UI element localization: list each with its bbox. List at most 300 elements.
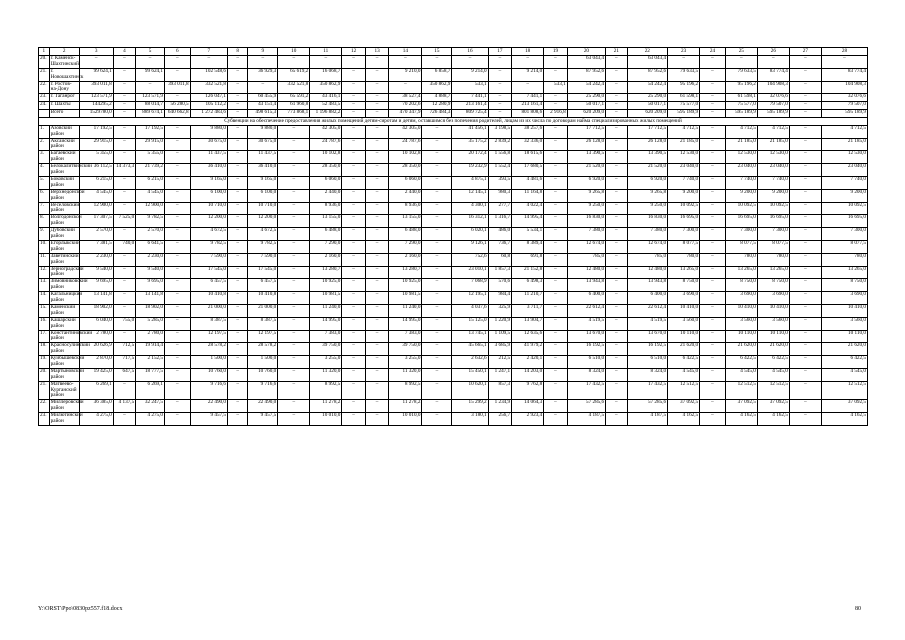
value-cell: – — [422, 381, 452, 399]
value-cell: 1 500,0 — [190, 356, 227, 369]
value-cell: 3 560,0 — [821, 317, 867, 330]
value-cell: 37 092,5 — [821, 400, 867, 413]
value-cell: – — [165, 94, 191, 102]
value-cell: – — [228, 81, 248, 94]
value-cell: – — [365, 266, 389, 279]
value-cell: – — [165, 292, 191, 305]
value-cell: 6 457,5 — [190, 279, 227, 292]
value-cell: 12 900,0 — [79, 202, 113, 215]
row-name-cell: Дубовский район — [49, 228, 79, 241]
column-number-cell: 1 — [39, 48, 50, 56]
value-cell: 8 387,5 — [248, 317, 278, 330]
value-cell: – — [365, 56, 389, 69]
value-cell: – — [365, 381, 389, 399]
value-cell: – — [544, 125, 568, 138]
column-number-cell: 27 — [789, 48, 821, 56]
value-cell: – — [165, 330, 191, 343]
value-cell: 4 888,7 — [422, 94, 452, 102]
value-cell: 10 981,5 — [310, 292, 342, 305]
value-cell: 21 620,0 — [757, 343, 789, 356]
value-cell: – — [789, 279, 821, 292]
value-cell: – — [365, 189, 389, 202]
value-cell: – — [365, 317, 389, 330]
value-cell: 8 077,5 — [668, 241, 700, 254]
value-cell: 9 200,0 — [821, 189, 867, 202]
value-cell: 595 189,9 — [821, 110, 867, 118]
value-cell: – — [342, 202, 366, 215]
value-cell: 4 037,6 — [452, 305, 488, 318]
table-row — [39, 56, 868, 69]
value-cell: 3 255,0 — [310, 356, 342, 369]
value-cell: 17 680,5 — [512, 164, 544, 177]
column-number-cell: 9 — [248, 48, 278, 56]
value-cell: 18 615,6 — [512, 151, 544, 164]
value-cell: 1 556,8 — [488, 151, 512, 164]
table-row — [39, 381, 868, 399]
row-name-cell: Константиновский район — [50, 329, 93, 342]
value-cell: – — [278, 381, 310, 399]
value-cell: 13 280,7 — [310, 266, 342, 279]
value-cell: 350 862,9 — [422, 81, 452, 94]
value-cell: 29 915,0 — [79, 138, 113, 151]
row-name-cell: Каменский район — [49, 305, 79, 318]
value-cell: 2 839,2 — [488, 138, 512, 151]
value-cell: 12 195,1 — [452, 292, 488, 305]
value-cell: 43 416,1 — [310, 94, 342, 102]
value-cell: – — [389, 81, 422, 94]
value-cell: 595 189,9 — [757, 110, 789, 118]
row-number-cell: 23. — [39, 94, 50, 102]
table-row — [39, 81, 868, 94]
value-cell: – — [365, 400, 389, 413]
value-cell: 21 185,0 — [668, 138, 700, 151]
value-cell: 9 250,0 — [627, 202, 668, 215]
column-number-cell: 11 — [310, 48, 342, 56]
value-cell: – — [789, 189, 821, 202]
row-name-cell: Заветинский район — [50, 252, 79, 265]
value-cell: – — [544, 94, 568, 102]
column-number-cell: 6 — [165, 48, 191, 56]
value-cell: – — [700, 413, 726, 426]
value-cell: – — [606, 317, 627, 330]
value-cell: – — [422, 189, 452, 202]
row-name-cell: Кашарский район — [49, 317, 79, 330]
value-cell: 6 920,0 — [567, 177, 605, 190]
value-cell: 30 675,0 — [248, 138, 278, 151]
value-cell: 123 571,9 — [79, 94, 113, 102]
value-cell: 1 857,3 — [488, 266, 512, 279]
value-cell: – — [700, 266, 726, 279]
value-cell: – — [113, 81, 135, 94]
value-cell: 6 858,7 — [422, 68, 452, 81]
value-cell: – — [544, 241, 568, 254]
value-cell: – — [488, 81, 512, 94]
value-cell: 13 265,0 — [725, 266, 757, 279]
value-cell: 7 740,0 — [821, 177, 867, 190]
value-cell: 28 350,0 — [389, 164, 422, 177]
row-number-cell: 1. — [39, 125, 50, 138]
value-cell: 6 498,3 — [512, 279, 544, 292]
value-cell: 21 000,0 — [248, 305, 278, 318]
value-cell: – — [389, 56, 422, 69]
value-cell: 12 512,5 — [821, 381, 867, 399]
value-cell: – — [228, 241, 248, 254]
table-row — [39, 241, 868, 254]
table-row — [39, 343, 868, 356]
value-cell: 2 570,0 — [79, 228, 113, 241]
value-cell: – — [422, 56, 452, 69]
value-cell: 6 457,5 — [248, 279, 278, 292]
value-cell: 8 387,5 — [190, 317, 227, 330]
value-cell: – — [365, 253, 389, 266]
value-cell: 30 675,0 — [190, 138, 227, 151]
value-cell: – — [365, 356, 389, 369]
value-cell: 2 632,6 — [452, 356, 488, 369]
value-cell: – — [700, 110, 726, 118]
value-cell: – — [228, 381, 248, 399]
value-cell: 13 265,0 — [757, 266, 789, 279]
value-cell: 9 200,0 — [757, 189, 789, 202]
row-number-cell: 21. — [39, 381, 50, 399]
value-cell: – — [342, 110, 366, 118]
value-cell: 393 011,8 — [165, 81, 191, 94]
value-cell: 4 187,5 — [627, 413, 668, 426]
value-cell: 7 300,0 — [821, 228, 867, 241]
value-cell: – — [342, 305, 366, 318]
value-cell: – — [278, 305, 310, 318]
value-cell: 4 712,5 — [668, 125, 700, 138]
value-cell: – — [342, 413, 366, 426]
value-cell: – — [248, 56, 278, 69]
row-name-cell: Багаевский район — [49, 151, 79, 164]
value-cell: 21 520,0 — [567, 164, 605, 177]
value-cell: 57 285,6 — [627, 400, 668, 413]
value-cell: – — [789, 56, 821, 69]
value-cell: 3 255,0 — [389, 356, 422, 369]
value-cell: 9 540,0 — [136, 266, 165, 279]
value-cell: 21 152,8 — [512, 266, 544, 279]
row-number-cell: 24. — [39, 102, 50, 110]
value-cell: 38 527,4 — [389, 94, 422, 102]
table-row — [39, 253, 868, 266]
value-cell: – — [310, 56, 342, 69]
value-cell: 13 141,8 — [79, 292, 113, 305]
row-name-cell: Матвеево-Курганский район — [49, 381, 79, 399]
value-cell: 2 420,1 — [512, 356, 544, 369]
value-cell: 9 695,0 — [136, 279, 165, 292]
value-cell: 10 410,8 — [190, 292, 227, 305]
value-cell: 36 385,0 — [79, 400, 113, 413]
value-cell: – — [544, 189, 568, 202]
value-cell: – — [365, 164, 389, 177]
value-cell: 4 162,5 — [725, 413, 757, 426]
value-cell: – — [789, 343, 821, 356]
value-cell: 65 619,2 — [278, 68, 310, 81]
value-cell: – — [606, 343, 627, 356]
value-cell: – — [544, 202, 568, 215]
value-cell: – — [606, 81, 627, 94]
value-cell: – — [365, 110, 389, 118]
value-cell: – — [113, 125, 135, 138]
column-number-cell: 3 — [79, 48, 113, 56]
value-cell: 4 022,4 — [512, 202, 544, 215]
value-cell: – — [136, 56, 165, 69]
value-cell: 4 162,5 — [757, 413, 789, 426]
value-cell: – — [544, 292, 568, 305]
row-number-cell: 13. — [39, 279, 50, 292]
value-cell: – — [278, 202, 310, 215]
value-cell: – — [278, 228, 310, 241]
value-cell: 9 165,0 — [190, 177, 227, 190]
value-cell: – — [342, 400, 366, 413]
value-cell: – — [700, 292, 726, 305]
value-cell: – — [342, 56, 366, 69]
value-cell: 17 192,5 — [136, 125, 165, 138]
value-cell: 12 530,0 — [821, 151, 867, 164]
value-cell: 54 242,4 — [627, 81, 668, 94]
value-cell: 9 782,5 — [136, 215, 165, 228]
value-cell: 780,0 — [725, 253, 757, 266]
value-cell: – — [700, 253, 726, 266]
value-cell: – — [789, 94, 821, 102]
value-cell: 7 740,0 — [668, 177, 700, 190]
value-cell: – — [113, 253, 135, 266]
value-cell: 9 265,8 — [567, 189, 605, 202]
value-cell: 83 774,4 — [757, 68, 789, 81]
value-cell: – — [422, 164, 452, 177]
value-cell: 12 480,0 — [627, 266, 668, 279]
column-number-cell: 13 — [365, 48, 389, 56]
value-cell: 36 410,0 — [190, 164, 227, 177]
row-number-cell: 20. — [39, 369, 50, 382]
value-cell: 50 017,1 — [567, 102, 605, 110]
value-cell: 4 672,5 — [248, 228, 278, 241]
value-cell: – — [606, 202, 627, 215]
value-cell: – — [113, 202, 135, 215]
value-cell: – — [789, 151, 821, 164]
value-cell: 801 808,6 — [512, 110, 544, 118]
column-number-cell: 23 — [668, 48, 700, 56]
value-cell: 332 521,8 — [190, 81, 227, 94]
value-cell: – — [789, 400, 821, 413]
value-cell: – — [278, 343, 310, 356]
value-cell: 10 410,0 — [668, 305, 700, 318]
value-cell: 10 925,0 — [389, 279, 422, 292]
row-name-cell: Веселовский район — [50, 201, 80, 214]
value-cell: 17 712,5 — [627, 125, 668, 138]
value-cell: – — [789, 356, 821, 369]
value-cell: 8 992,5 — [310, 381, 342, 399]
value-cell: 13 390,5 — [567, 151, 605, 164]
value-cell: 88 014,7 — [136, 102, 165, 110]
value-cell: – — [606, 253, 627, 266]
value-cell: 13 943,8 — [627, 279, 668, 292]
value-cell: 79 507,0 — [757, 102, 789, 110]
value-cell: 19 232,9 — [452, 164, 488, 177]
table-row — [39, 151, 868, 164]
table-row — [39, 400, 868, 413]
value-cell: – — [789, 253, 821, 266]
value-cell: 4 712,5 — [821, 125, 867, 138]
value-cell: 4 545,0 — [725, 369, 757, 382]
value-cell: 14 995,4 — [512, 215, 544, 228]
value-cell: 1 552,4 — [488, 164, 512, 177]
value-cell: – — [422, 241, 452, 254]
value-cell: – — [365, 68, 389, 81]
row-name-cell: Волгодонской район — [50, 214, 82, 227]
value-cell: 60 455,9 — [248, 94, 278, 102]
value-cell: – — [113, 279, 135, 292]
value-cell: – — [700, 56, 726, 69]
value-cell: 17 192,5 — [79, 125, 113, 138]
value-cell: 14 064,3 — [512, 400, 544, 413]
value-cell: 52 483,5 — [310, 102, 342, 110]
value-cell: – — [278, 164, 310, 177]
value-cell: 12 900,0 — [136, 202, 165, 215]
row-number-cell: 23. — [39, 413, 50, 426]
column-number-cell: 15 — [422, 48, 452, 56]
value-cell: – — [700, 68, 726, 81]
column-number-cell: 26 — [757, 48, 789, 56]
value-cell: – — [113, 413, 135, 426]
value-cell: – — [342, 330, 366, 343]
value-cell: – — [278, 125, 310, 138]
value-cell: 12 530,0 — [757, 151, 789, 164]
value-cell: – — [342, 381, 366, 399]
value-cell: 1 196 882,2 — [310, 110, 342, 118]
value-cell: 18 902,0 — [136, 305, 165, 318]
value-cell: – — [165, 369, 191, 382]
value-cell: 4 275,0 — [136, 413, 165, 426]
value-cell: – — [165, 381, 191, 399]
value-cell: 9 214,0 — [452, 68, 488, 81]
value-cell: 10 010,0 — [389, 413, 422, 426]
value-cell: 14 203,0 — [512, 369, 544, 382]
value-cell: 83 774,4 — [821, 68, 867, 81]
value-cell: – — [422, 125, 452, 138]
value-cell: 4 481,6 — [512, 177, 544, 190]
column-number-cell: 14 — [389, 48, 422, 56]
value-cell: 13 155,0 — [310, 215, 342, 228]
value-cell: 2 923,4 — [512, 413, 544, 426]
table-row — [39, 317, 868, 330]
value-cell: – — [606, 125, 627, 138]
value-cell: 12 635,6 — [512, 330, 544, 343]
value-cell: 10 760,0 — [190, 369, 227, 382]
value-cell: – — [488, 68, 512, 81]
value-cell: – — [422, 305, 452, 318]
value-cell: – — [700, 138, 726, 151]
value-cell: 780,0 — [668, 253, 700, 266]
column-number-cell: 10 — [278, 48, 310, 56]
value-cell: 61 598,1 — [725, 94, 757, 102]
value-cell: 12 200,0 — [190, 215, 227, 228]
value-cell: – — [228, 138, 248, 151]
value-cell: – — [544, 356, 568, 369]
value-cell: 21 185,0 — [725, 138, 757, 151]
value-cell: – — [228, 292, 248, 305]
value-cell: – — [789, 138, 821, 151]
value-cell: – — [606, 68, 627, 81]
value-cell: – — [342, 138, 366, 151]
value-cell: – — [113, 68, 135, 81]
value-cell: 12 512,5 — [725, 381, 757, 399]
value-cell: – — [136, 81, 165, 94]
value-cell: 3 560,0 — [757, 317, 789, 330]
row-number-cell: 2. — [39, 138, 50, 151]
value-cell: – — [342, 241, 366, 254]
column-number-cell: 24 — [700, 48, 726, 56]
table-row — [39, 164, 868, 177]
value-cell: – — [165, 56, 191, 69]
value-cell: – — [422, 202, 452, 215]
value-cell: 41 979,2 — [512, 343, 544, 356]
value-cell: – — [113, 305, 135, 318]
value-cell: – — [544, 343, 568, 356]
value-cell: 42 305,0 — [310, 125, 342, 138]
table-row — [39, 330, 868, 343]
value-cell: 10 620,1 — [452, 381, 488, 399]
value-cell: 10 410,0 — [725, 305, 757, 318]
value-cell: – — [789, 164, 821, 177]
value-cell: 7 300,0 — [757, 228, 789, 241]
value-cell: 470 347,9 — [389, 110, 422, 118]
value-cell: 10 710,0 — [190, 202, 227, 215]
value-cell: 6 488,0 — [389, 228, 422, 241]
value-cell: – — [165, 241, 191, 254]
value-cell: 10 092,5 — [821, 202, 867, 215]
value-cell: 277,7 — [488, 202, 512, 215]
value-cell: – — [165, 215, 191, 228]
value-cell: 7 380,0 — [627, 228, 668, 241]
value-cell: – — [606, 369, 627, 382]
value-cell: 6 040,0 — [79, 317, 113, 330]
row-number-cell: 14. — [39, 292, 50, 305]
value-cell: – — [165, 279, 191, 292]
value-cell: – — [789, 266, 821, 279]
value-cell: 6 060,0 — [389, 177, 422, 190]
value-cell: 2 570,0 — [136, 228, 165, 241]
value-cell: 11 320,0 — [310, 369, 342, 382]
value-cell: 75 577,0 — [725, 102, 757, 110]
value-cell: 3 180,1 — [452, 413, 488, 426]
value-cell: 8 077,5 — [821, 241, 867, 254]
value-cell: 10 092,5 — [668, 202, 700, 215]
value-cell: 70 202,6 — [389, 102, 422, 110]
value-cell: – — [365, 177, 389, 190]
value-cell: 36 112,5 — [79, 164, 113, 177]
value-cell: 6 400,0 — [567, 292, 605, 305]
value-cell: 104 908,3 — [757, 81, 789, 94]
value-cell: 102 548,6 — [190, 68, 227, 81]
value-cell: – — [422, 253, 452, 266]
column-number-cell: 12 — [342, 48, 366, 56]
row-name-cell: Белокалитвинский район — [50, 163, 92, 176]
footer-file-path: Y:\ORST\Ppo\0830pz557.f18.docx — [38, 606, 123, 612]
value-cell: 8 750,0 — [757, 279, 789, 292]
value-cell: 12 480,0 — [567, 266, 605, 279]
column-number-row — [39, 48, 868, 56]
value-cell: – — [422, 413, 452, 426]
value-cell: 9 880,0 — [190, 125, 227, 138]
row-name-cell: Верхнедонской район — [50, 188, 85, 201]
value-cell: – — [113, 102, 135, 110]
value-cell: – — [700, 369, 726, 382]
value-cell: – — [113, 292, 135, 305]
value-cell: 25 290,0 — [627, 94, 668, 102]
value-cell: – — [606, 102, 627, 110]
value-cell: 7 300,0 — [668, 228, 700, 241]
